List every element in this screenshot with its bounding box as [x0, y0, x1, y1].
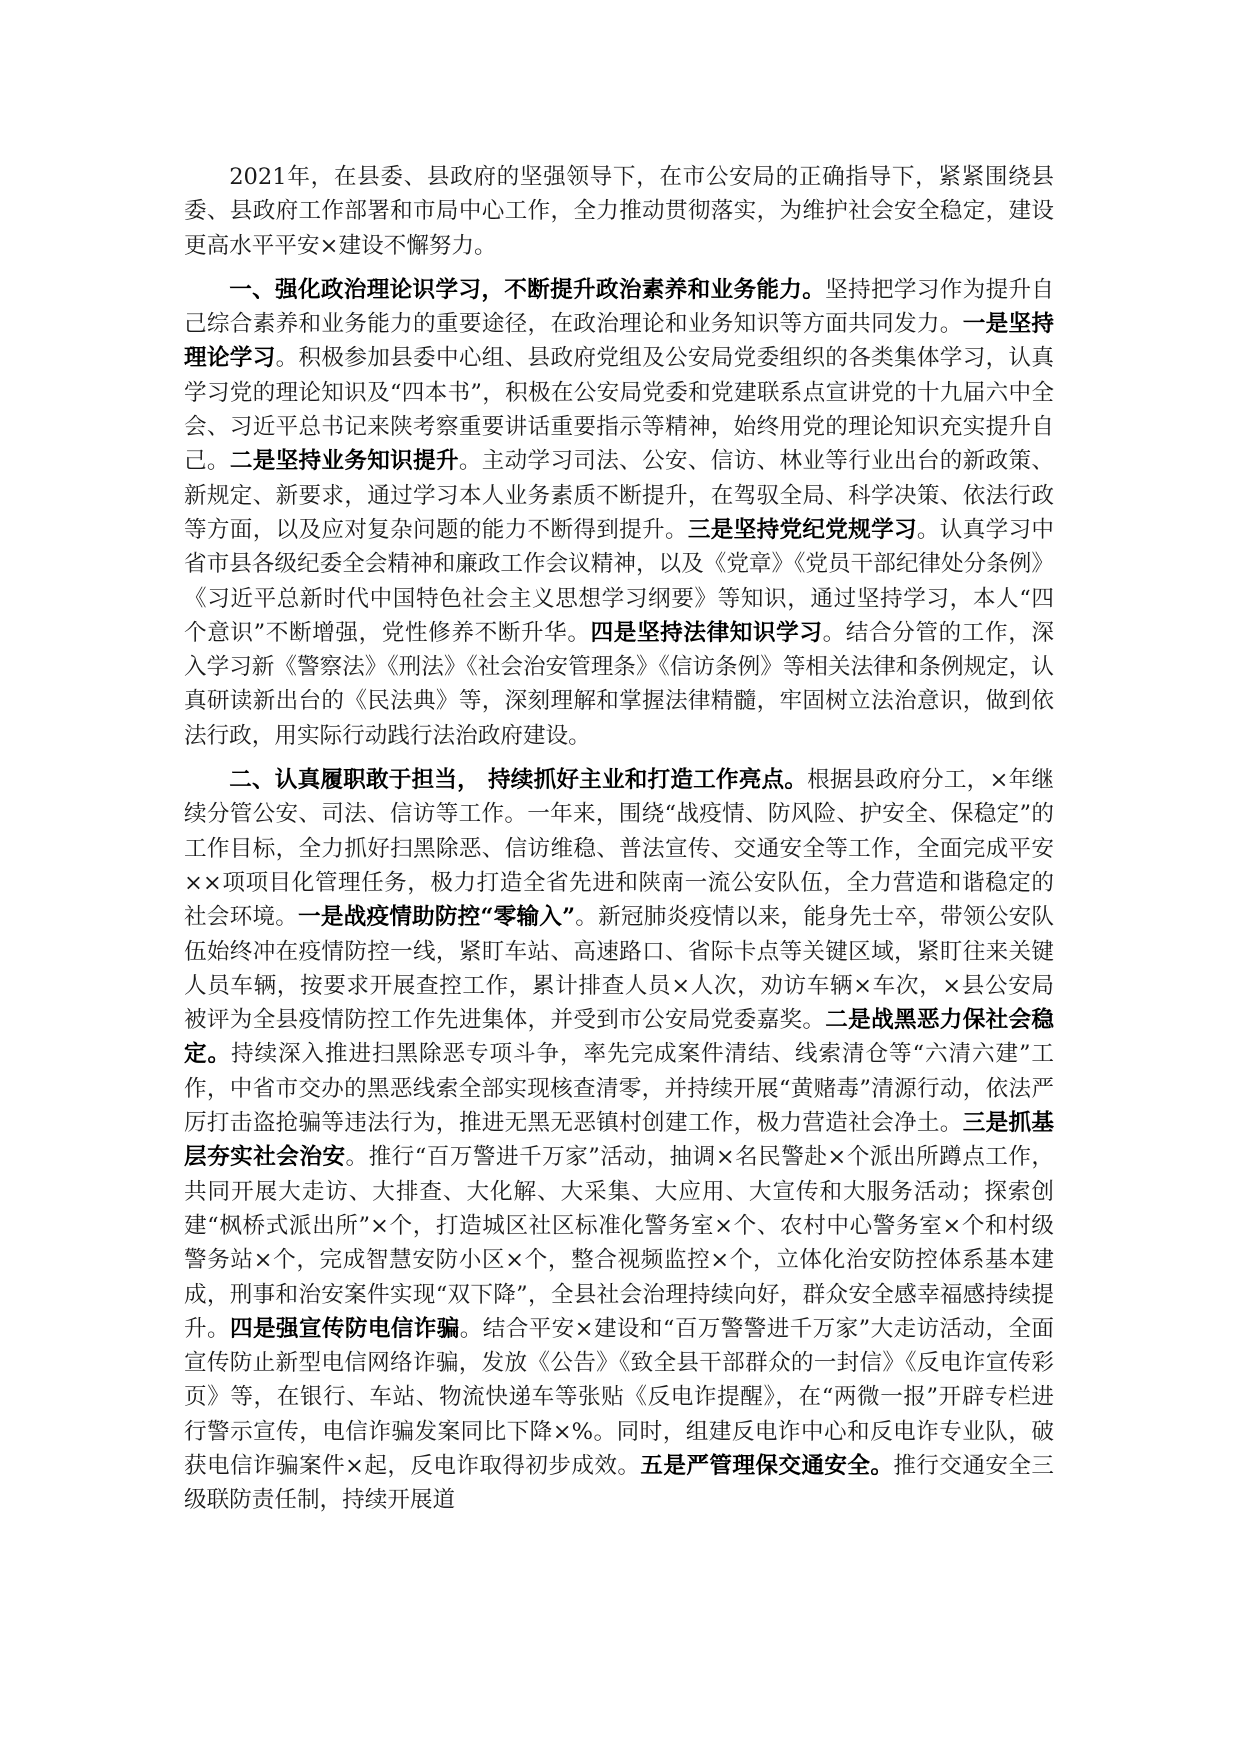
bold-heading-run: 五是严管理保交通安全。	[640, 1452, 894, 1479]
text-run: 2021年，在县委、县政府的坚强领导下，在市公安局的正确指导下，紧紧围绕县委、县政府工作部署和市局中心工作，全力推动贯彻落实，为维护社会安全稳定，建设更高水平平安×建设不懈努力。	[184, 164, 1054, 259]
bold-heading-run: 一是战疫情助防控“零输入”	[298, 904, 576, 931]
bold-heading-run: 三是坚持党纪党规学习	[687, 516, 917, 543]
bold-heading-run: 二、认真履职敢于担当， 持续抓好主业和打造工作亮点。	[229, 767, 808, 794]
bold-heading-run: 四是坚持法律知识学习	[590, 619, 823, 646]
bold-heading-run: 四是强宣传防电信诈骗	[229, 1315, 460, 1342]
document-page	[184, 160, 1054, 1528]
text-run: 。积极参加县委中心组、县政府党组及公安局党委组织的各类集体学习，认真学习党的理论知识及“四本书”，积极在公安局党委和党建联系点宣讲党的十九届六中全会、习近平总书记来陕考察重要讲话重要指示等精神，始终用党的理论知识充实提升自己。	[184, 345, 1055, 475]
text-run: 推行交通安全三级联防责任制，持续开展道	[184, 1452, 1055, 1514]
bold-heading-run: 一、强化政治理论识学习，不断提升政治素养和业务能力。	[229, 276, 826, 303]
bold-heading-run: 三是抓基层夯实社会治安	[184, 1110, 1055, 1171]
paragraph-intro	[184, 160, 1054, 263]
text-run: 根据县政府分工，×年继续分管公安、司法、信访等工作。一年来，围绕“战疫情、防风险、护安全、保稳定”的工作目标，全力抓好扫黑除恶、信访维稳、普法宣传、交通安全等工作，全面完成平安××项项目化管理任务，极力打造全省先进和陕南一流公安队伍，全力营造和谐稳定的社会环境。	[184, 767, 1054, 931]
text-run: 。推行“百万警进千万家”活动，抽调×名民警赴×个派出所蹲点工作，共同开展大走访、大排查、大化解、大采集、大应用、大宣传和大服务活动；探索创建“枫桥式派出所”×个，打造城区社区标准化警务室×个、农村中心警务室×个和村级警务站×个，完成智慧安防小区×个，整合视频监控×个，立体化治安防控体系基本建成，刑事和治安案件实现“双下降”，全县社会治理持续向好，群众安全感幸福感持续提升。	[184, 1144, 1055, 1342]
text-run: 。认真学习中省市县各级纪委全会精神和廉政工作会议精神，以及《党章》《党员干部纪律处分条例》《习近平总新时代中国特色社会主义思想学习纲要》等知识，通过坚持学习，本人“四个意识”不断增强，党性修养不断升华。	[184, 516, 1055, 646]
bold-heading-run: 二是战黑恶力保社会稳定。	[184, 1007, 1055, 1068]
bold-heading-run: 一是坚持理论学习	[184, 311, 1055, 372]
paragraph-section-two	[184, 763, 1054, 1518]
bold-heading-run: 二是坚持业务知识提升	[229, 448, 459, 475]
text-run: 坚持把学习作为提升自己综合素养和业务能力的重要途径，在政治理论和业务知识等方面共同发力。	[184, 276, 1055, 338]
text-run: 。结合分管的工作，深入学习新《警察法》《刑法》《社会治安管理条》《信访条例》等相关法律和条例规定，认真研读新出台的《民法典》等，深刻理解和掌握法律精髓，牢固树立法治意识，做到依法行政，用实际行动践行法治政府建设。	[184, 619, 1054, 749]
text-run: 。新冠肺炎疫情以来，能身先士卒，带领公安队伍始终冲在疫情防控一线，紧盯车站、高速路口、省际卡点等关键区域，紧盯往来关键人员车辆，按要求开展查控工作，累计排查人员×人次，劝访车辆×车次，×县公安局被评为全县疫情防控工作先进集体，并受到市公安局党委嘉奖。	[184, 904, 1055, 1034]
text-run: 。结合平安×建设和“百万警警进千万家”大走访活动，全面宣传防止新型电信网络诈骗，发放《公告》《致全县干部群众的一封信》《反电诈宣传彩页》等，在银行、车站、物流快递车等张贴《反电诈提醒》，在“两微一报”开辟专栏进行警示宣传，电信诈骗发案同比下降×%。同时，组建反电诈中心和反电诈专业队，破获电信诈骗案件×起，反电诈取得初步成效。	[184, 1315, 1055, 1479]
text-run: 。主动学习司法、公安、信访、林业等行业出台的新政策、新规定、新要求，通过学习本人业务素质不断提升，在驾驭全局、科学决策、依法行政等方面，以及应对复杂问题的能力不断得到提升。	[184, 448, 1055, 543]
text-run: 持续深入推进扫黑除恶专项斗争，率先完成案件清结、线索清仓等“六清六建”工作，中省市交办的黑恶线索全部实现核查清零，并持续开展“黄赌毒”清源行动，依法严厉打击盗抢骗等违法行为，推进无黑无恶镇村创建工作，极力营造社会净土。	[184, 1041, 1054, 1137]
paragraph-section-one	[184, 273, 1054, 753]
